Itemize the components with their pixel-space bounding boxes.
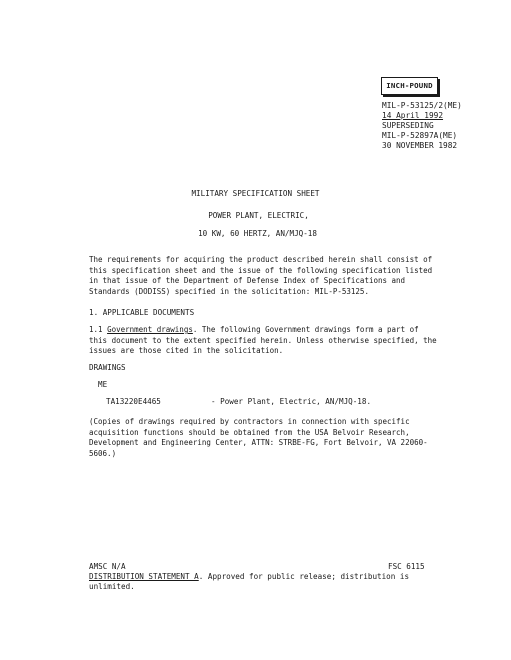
sheet-title: MILITARY SPECIFICATION SHEET [191, 189, 320, 198]
document-number: MIL-P-53125/2(ME) [382, 101, 462, 110]
drawing-number: TA13220E4465 [106, 397, 161, 406]
superseded-number: MIL-P-52897A(ME) [382, 131, 458, 140]
copies-line: Development and Engineering Center, ATTN: STRBE-FG, Fort Belvoir, VA 22060- [89, 438, 428, 448]
inch-pound-badge: INCH-POUND [381, 77, 438, 95]
subsection-number: 1.1 [89, 325, 103, 334]
intro-line: in that issue of the Department of Defense Index of Specifications and [89, 276, 406, 286]
intro-line: this specification sheet and the issue of the following specification listed [89, 265, 433, 275]
subsection-line: this document to the extent specified herein. Unless otherwise specified, the [89, 335, 437, 345]
copies-note [89, 418, 449, 460]
distribution-statement [89, 573, 409, 581]
drawings-heading: DRAWINGS [89, 363, 126, 372]
subsection-line [89, 326, 449, 337]
subsection-text: . The following Government drawings form a part of [192, 325, 419, 334]
intro-paragraph [89, 256, 449, 298]
amsc-code: AMSC N/A [89, 562, 126, 571]
copies-line: acquisition functions should be obtained from the USA Belvoir Research, [89, 427, 410, 437]
subsection-line: issues are those cited in the solicitation. [89, 346, 284, 356]
fsc-code: FSC 6115 [388, 562, 425, 571]
superseded-date: 30 NOVEMBER 1982 [382, 141, 458, 150]
drawings-org: ME [98, 380, 108, 389]
intro-line: Standards (DODISS) specified in the solicitation: MIL-P-53125. [89, 286, 369, 296]
copies-line: (Copies of drawings required by contractors in connection with specific [89, 417, 410, 426]
document-date: 14 April 1992 [382, 111, 444, 120]
drawing-title: - Power Plant, Electric, AN/MJQ-18. [211, 397, 372, 406]
section-heading: 1. APPLICABLE DOCUMENTS [89, 308, 195, 317]
superseding-label: SUPERSEDING [382, 121, 434, 130]
distribution-label: DISTRIBUTION STATEMENT A [89, 572, 199, 581]
subsection-paragraph [89, 326, 449, 358]
intro-line: The requirements for acquiring the product described herein shall consist of [89, 255, 433, 264]
subsection-title: Government drawings [107, 325, 193, 334]
distribution-line-2: unlimited. [89, 582, 135, 591]
copies-line: 5606.) [89, 448, 117, 458]
product-subtitle: 10 KW, 60 HERTZ, AN/MJQ-18 [198, 229, 317, 238]
distribution-text: . Approved for public release; distribution is [198, 572, 410, 581]
product-title: POWER PLANT, ELECTRIC, [208, 211, 309, 220]
